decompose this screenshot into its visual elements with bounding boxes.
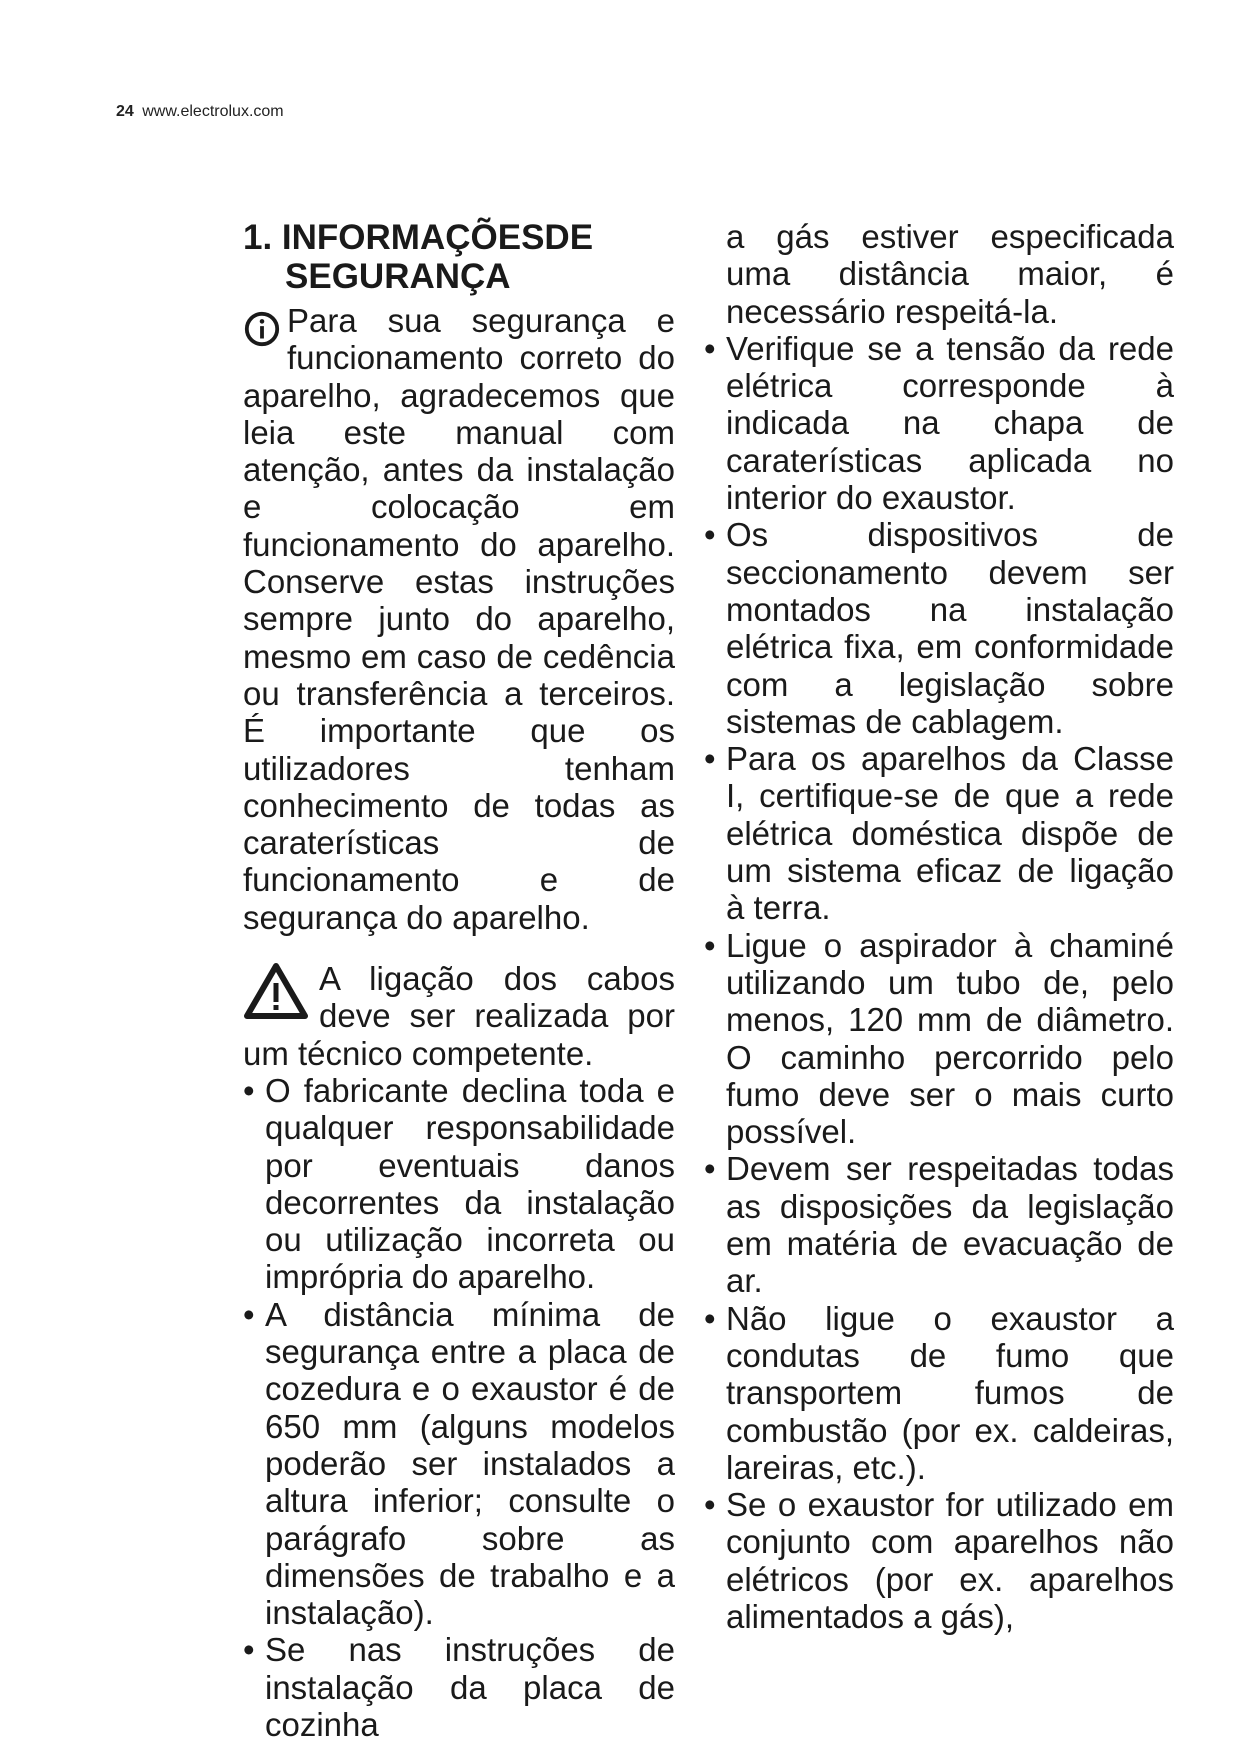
list-item: • A distância mínima de segurança entre a placa de cozedura e o exaustor é de 650 mm (alguns modelos poderão ser instalados a altura inferior; consulte o parágrafo sobre as dimensões de trabalho e a instalação).: [243, 1295, 675, 1632]
warning-triangle-icon: [243, 962, 309, 1022]
bullet-glyph: •: [704, 1486, 716, 1524]
list-item: • Se nas instruções de instalação da placa de cozinha: [243, 1631, 675, 1743]
bullet-glyph: •: [243, 1071, 255, 1109]
info-icon: [243, 310, 281, 348]
list-item: • O fabricante declina toda e qualquer responsabilidade por eventuais danos decorrentes da instalação ou utilização incorreta ou imprópria do aparelho.: [243, 1071, 675, 1296]
bullet-glyph: •: [704, 516, 716, 554]
bullet-glyph: •: [704, 740, 716, 778]
bullet-glyph: •: [704, 1150, 716, 1188]
section-title: [243, 218, 675, 296]
bullet-glyph: •: [704, 1299, 716, 1337]
warning-note-text: A ligação dos cabos deve ser realizada por um técnico competente.: [243, 960, 675, 1072]
section-title-line1: 1. INFORMAÇÕESDE: [243, 218, 594, 257]
left-bullet-list: [243, 1072, 675, 1743]
list-item: • Ligue o aspirador à chaminé utilizando um tubo de, pelo menos, 120 mm de diâmetro. O caminho percorrido pelo fumo deve ser o mais curto possível.: [704, 926, 1174, 1151]
list-item: • Se o exaustor for utilizado em conjunto com aparelhos não elétricos (por ex. aparelhos alimentados a gás),: [704, 1486, 1174, 1635]
bullet-glyph: •: [704, 926, 716, 964]
warning-note: [243, 960, 675, 1072]
right-column: [704, 218, 1174, 1635]
right-bullet-list: [704, 330, 1174, 1635]
bullet-glyph: •: [243, 1295, 255, 1333]
list-item: • Não ligue o exaustor a condutas de fumo que transportem fumos de combustão (por ex. caldeiras, lareiras, etc.).: [704, 1299, 1174, 1486]
bullet-glyph: •: [704, 329, 716, 367]
list-item: • Devem ser respeitadas todas as disposições da legislação em matéria de evacuação de ar.: [704, 1150, 1174, 1300]
list-item: • Os dispositivos de seccionamento devem ser montados na instalação elétrica fixa, em conformidade com a legislação sobre sistemas de cablagem.: [704, 516, 1174, 740]
section-title-line2: SEGURANÇA: [285, 257, 511, 296]
website-url[interactable]: www.electrolux.com: [142, 103, 284, 120]
info-note-text: Para sua segurança e funcionamento correto do aparelho, agradecemos que leia este manual com atenção, antes da instalação e colocação em funcionamento do aparelho. Conserve estas instruções sempre junto do aparelho, mesmo em caso de cedência ou transferência a terceiros. É importante que os utilizadores tenham conhecimento de todas as caraterísticas de funcionamento e de segurança do aparelho.: [243, 302, 675, 936]
continued-text: a gás estiver especificada uma distância maior, é necessário respeitá-la.: [726, 218, 1174, 330]
left-column: [243, 218, 675, 1743]
list-item: • Para os aparelhos da Classe I, certifique-se de que a rede elétrica doméstica dispõe de um sistema eficaz de ligação à terra.: [704, 740, 1174, 927]
page-header: [116, 102, 284, 122]
page-number: 24: [116, 103, 134, 120]
info-note: [243, 302, 675, 936]
bullet-glyph: •: [243, 1631, 255, 1669]
list-item: • Verifique se a tensão da rede elétrica corresponde à indicada na chapa de caraterísticas aplicada no interior do exaustor.: [704, 329, 1174, 517]
